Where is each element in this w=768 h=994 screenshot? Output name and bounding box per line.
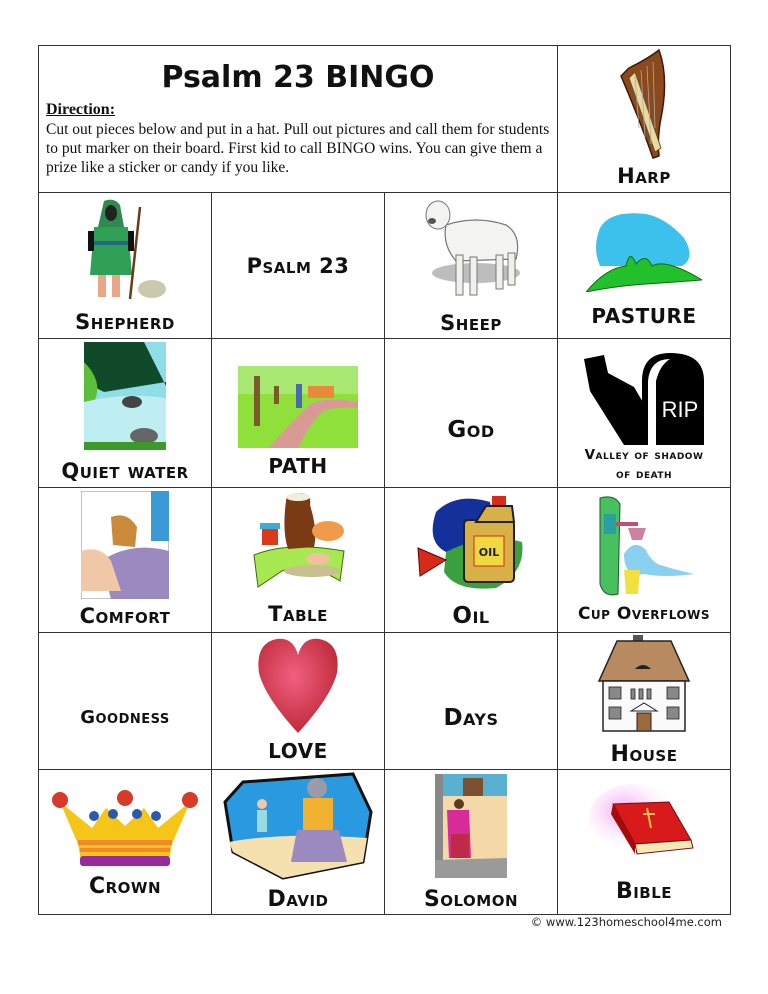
cell-label: Sheep xyxy=(440,311,502,335)
cell-table xyxy=(212,488,385,633)
cell-label: House xyxy=(610,742,678,767)
crown-icon xyxy=(48,782,202,866)
cell-label: PASTURE xyxy=(591,304,697,328)
cell-label: Cup Overflows xyxy=(577,604,711,624)
cell-label: Comfort xyxy=(79,604,171,628)
cell-label: Quiet water xyxy=(61,459,189,483)
cell-days xyxy=(385,633,558,770)
quiet-water-icon xyxy=(84,342,166,450)
house-icon xyxy=(597,635,691,735)
svg-text:OIL: OIL xyxy=(478,546,500,559)
cell-psalm23 xyxy=(212,193,385,339)
cell-path xyxy=(212,339,385,488)
cell-label: David xyxy=(267,887,329,912)
cell-label: Table xyxy=(268,602,328,626)
cell-label: God xyxy=(447,417,495,443)
david-goliath-icon xyxy=(223,772,373,880)
cell-sheep xyxy=(385,193,558,339)
pasture-icon xyxy=(586,208,702,292)
oil-icon xyxy=(416,492,526,590)
cell-label: Days xyxy=(443,705,499,731)
bingo-board xyxy=(38,45,731,915)
cell-david xyxy=(212,770,385,915)
cell-comfort xyxy=(39,488,212,633)
cell-label: Shepherd xyxy=(75,310,175,334)
cell-label: Oil xyxy=(452,603,490,629)
cell-shepherd xyxy=(39,193,212,339)
cup-overflows-icon xyxy=(594,494,694,596)
cell-solomon xyxy=(385,770,558,915)
cell-cup-overflows xyxy=(558,488,731,633)
cell-valley xyxy=(558,339,731,488)
cell-label: Psalm 23 xyxy=(246,253,350,278)
harp-icon xyxy=(609,48,679,160)
bible-icon xyxy=(589,784,699,868)
tombstone-icon xyxy=(580,351,708,445)
cell-pasture xyxy=(558,193,731,339)
direction-text: Cut out pieces below and put in a hat. Pull out pictures and call them for students to put marker on their board. First kid to call BINGO wins. You can give them a prize like a sticker or candy if you like. xyxy=(46,121,550,176)
path-icon xyxy=(238,366,358,448)
table-icon xyxy=(248,491,348,591)
sheep-icon xyxy=(416,195,526,303)
copyright-footer: © www.123homeschool4me.com xyxy=(530,915,722,929)
svg-text:RIP: RIP xyxy=(661,397,699,422)
shepherd-icon xyxy=(80,197,170,301)
cell-oil xyxy=(385,488,558,633)
direction-heading: Direction: xyxy=(46,101,116,118)
solomon-icon xyxy=(435,774,507,878)
cell-label: Goodness xyxy=(80,707,170,728)
cell-harp xyxy=(558,46,731,193)
heart-icon xyxy=(255,637,341,735)
cell-goodness xyxy=(39,633,212,770)
cell-love xyxy=(212,633,385,770)
page-title: Psalm 23 BINGO xyxy=(161,60,435,95)
cell-label-line2: of death xyxy=(615,466,673,482)
cell-label-line1: Valley of shadow xyxy=(584,447,704,463)
cell-label: Harp xyxy=(617,164,671,188)
cell-label: Bible xyxy=(615,879,673,904)
cell-house xyxy=(558,633,731,770)
comfort-icon xyxy=(81,491,169,599)
cell-crown xyxy=(39,770,212,915)
cell-label: PATH xyxy=(268,454,328,478)
cell-label: Crown xyxy=(88,874,162,899)
cell-bible xyxy=(558,770,731,915)
cell-quiet-water xyxy=(39,339,212,488)
header-cell xyxy=(39,46,558,193)
cell-label: LOVE xyxy=(268,739,328,763)
cell-god xyxy=(385,339,558,488)
cell-label: Solomon xyxy=(423,887,519,912)
